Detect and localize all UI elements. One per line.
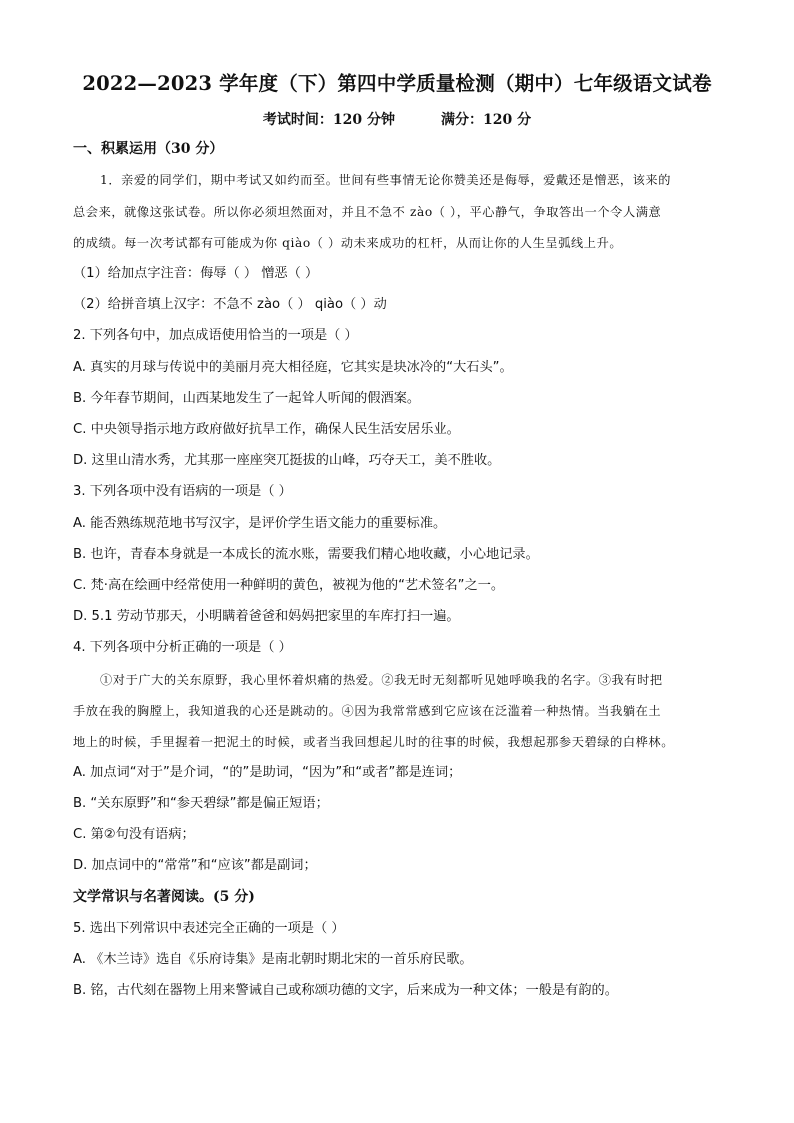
exam-title: 2022—2023 学年度（下）第四中学质量检测（期中）七年级语文试卷 [82, 72, 712, 95]
question-stem: 4. 下列各项中分析正确的一项是（ ） [73, 640, 292, 655]
option-item: A. 《木兰诗》选自《乐府诗集》是南北朝时期北宋的一首乐府民歌。 [73, 952, 473, 967]
option-item: C. 第②句没有语病； [73, 827, 195, 842]
full-score: 满分：120 分 [441, 112, 532, 128]
option-item: C. 梵·高在绘画中经常使用一种鲜明的黄色，被视为他的“艺术签名”之一。 [73, 578, 505, 593]
exam-time: 考试时间：120 分钟 [262, 112, 395, 128]
option-item: A. 能否熟练规范地书写汉字，是评价学生语文能力的重要标准。 [73, 516, 447, 531]
question-stem: 3. 下列各项中没有语病的一项是（ ） [73, 484, 292, 499]
q1-sub-question: （2）给拼音填上汉字：不急不 zào（ ） qiào（ ）动 [73, 297, 387, 312]
question-stem: 5. 选出下列常识中表述完全正确的一项是（ ） [73, 921, 345, 936]
section-heading: 一、积累运用（30 分） [73, 141, 224, 157]
option-item: C. 中央领导指示地方政府做好抗旱工作，确保人民生活安居乐业。 [73, 422, 460, 437]
option-item: A. 真实的月球与传说中的美丽月亮大相径庭，它其实是块冰冷的“大石头”。 [73, 360, 513, 375]
q1-passage-line: 总会来，就像这张试卷。所以你必须坦然面对，并且不急不 zào（ ），平心静气，争取答出一个令人满意 [73, 205, 662, 219]
option-item: B. “关东原野”和“参天碧绿”都是偏正短语； [73, 796, 329, 811]
q1-passage-line: 的成绩。每一次考试都有可能成为你 qiào（ ）动未来成功的杠杆，从而让你的人生呈弧线上升。 [73, 236, 623, 250]
option-item: D. 5.1 劳动节那天，小明瞒着爸爸和妈妈把家里的车库打扫一遍。 [73, 609, 460, 624]
question-stem: 2. 下列各句中，加点成语使用恰当的一项是（ ） [73, 328, 358, 343]
option-item: B. 今年春节期间，山西某地发生了一起耸人听闻的假酒案。 [73, 391, 421, 406]
option-item: B. 铭，古代刻在器物上用来警诫自己或称颂功德的文字，后来成为一种文体；一般是有韵的。 [73, 983, 618, 998]
option-item: B. 也许，青春本身就是一本成长的流水账，需要我们精心地收藏，小心地记录。 [73, 547, 539, 562]
q1-sub-question: （1）给加点字注音：侮辱（ ） 憎恶（ ） [73, 266, 319, 281]
q4-passage-line: 地上的时候，手里握着一把泥土的时候，或者当我回想起儿时的往事的时候，我想起那参天碧绿的白桦林。 [73, 735, 675, 749]
option-item: A. 加点词“对于”是介词，“的”是助词，“因为”和“或者”都是连词； [73, 765, 462, 780]
q4-passage-line: 手放在我的胸膛上，我知道我的心还是跳动的。④因为我常常感到它应该在泛滥着一种热情。当我躺在土 [73, 704, 662, 718]
option-item: D. 加点词中的“常常”和“应该”都是副词； [73, 858, 317, 873]
option-item: D. 这里山清水秀，尤其那一座座突兀挺拔的山峰，巧夺天工，美不胜收。 [73, 453, 501, 468]
exam-meta [0, 109, 794, 129]
q1-passage-line: 1．亲爱的同学们，期中考试又如约而至。世间有些事情无论你赞美还是侮辱，爱戴还是憎恶，该来的 [100, 173, 672, 187]
q4-passage-line: ①对于广大的关东原野，我心里怀着炽痛的热爱。②我无时无刻都听见她呼唤我的名字。③我有时把 [100, 673, 663, 687]
section-heading: 文学常识与名著阅读。(5 分) [73, 889, 255, 905]
